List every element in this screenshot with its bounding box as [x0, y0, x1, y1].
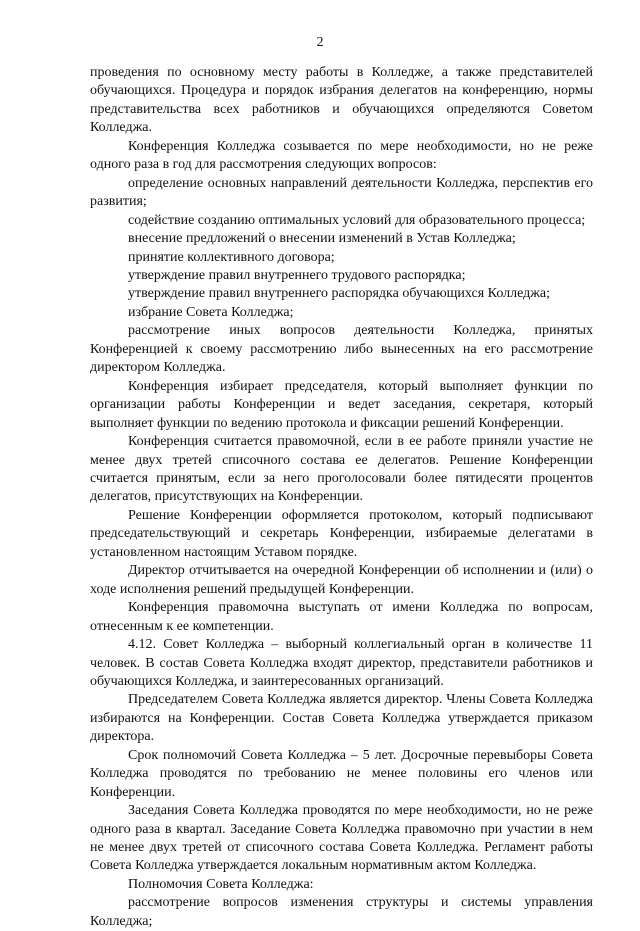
- list-item: принятие коллективного договора;: [128, 249, 335, 265]
- list-item: утверждение правил внутреннего трудового распорядка;: [128, 267, 466, 283]
- list-item: рассмотрение вопросов изменения структуры и системы управления Колледжа;: [90, 895, 593, 929]
- list-item: содействие созданию оптимальных условий для образовательного процесса;: [128, 212, 586, 228]
- paragraph: Конференция Колледжа созывается по мере необходимости, но не реже одного раза в год для рассмотрения следующих вопросов:: [90, 138, 593, 173]
- list-item: рассмотрение иных вопросов деятельности Колледжа, принятых Конференцией к своему рассмотрению либо вынесенных на его рассмотрение директором Колледжа.: [90, 323, 593, 376]
- section-paragraph: 4.12. Совет Колледжа – выборный коллегиальный орган в количестве 11 человек. В состав Совета Колледжа входят директор, представители работников и обучающихся Колледжа, и заинтересованных организаций.: [90, 637, 593, 689]
- paragraph: Конференция считается правомочной, если в ее работе приняли участие не менее двух третей списочного состава ее делегатов. Решение Конференции считается принятым, если за него проголосовали более пятидесяти процентов делегатов, присутствующих на Конференции.: [90, 434, 593, 505]
- paragraph: Конференция избирает председателя, который выполняет функции по организации работы Конференции и ведет заседания, секретаря, который выполняет функции по ведению протокола и фиксации решений Конференции.: [90, 378, 593, 431]
- paragraph: Срок полномочий Совета Колледжа – 5 лет. Досрочные перевыборы Совета Колледжа проводятся по требованию не менее половины его членов или Конференции.: [90, 747, 593, 800]
- list-item: утверждение правил внутреннего распорядка обучающихся Колледжа;: [128, 286, 551, 302]
- list-item: внесение предложений о внесении изменений в Устав Колледжа;: [128, 231, 516, 247]
- list-item: определение основных направлений деятельности Колледжа, перспектив его развития;: [90, 175, 593, 210]
- list-item: избрание Совета Колледжа;: [128, 304, 294, 320]
- paragraph: Конференция правомочна выступать от имени Колледжа по вопросам, отнесенным к ее компетенции.: [90, 600, 593, 634]
- paragraph: Полномочия Совета Колледжа:: [128, 876, 314, 892]
- document-body: [90, 64, 593, 931]
- paragraph: Заседания Совета Колледжа проводятся по мере необходимости, но не реже одного раза в квартал. Заседание Совета Колледжа правомочно при участии в нем не менее двух третей от списочного состава Совета Колледжа. Регламент работы Совета Колледжа утверждается локальным нормативным актом Колледжа.: [90, 803, 593, 874]
- paragraph: Директор отчитывается на очередной Конференции об исполнении и (или) о ходе исполнения решений предыдущей Конференции.: [90, 563, 593, 597]
- paragraph: Решение Конференции оформляется протоколом, который подписывают председательствующий и секретарь Конференции, избираемые делегатами в установленном настоящим Уставом порядке.: [90, 507, 593, 560]
- page-number: 2: [316, 35, 324, 50]
- paragraph: Председателем Совета Колледжа является директор. Члены Совета Колледжа избираются на Конференции. Состав Совета Колледжа утверждается приказом директора.: [90, 692, 593, 745]
- paragraph: проведения по основному месту работы в Колледже, а также представителей обучающихся. Процедура и порядок избрания делегатов на конференцию, нормы представительства всех работников и обучающихся определяются Советом Колледжа.: [90, 65, 593, 136]
